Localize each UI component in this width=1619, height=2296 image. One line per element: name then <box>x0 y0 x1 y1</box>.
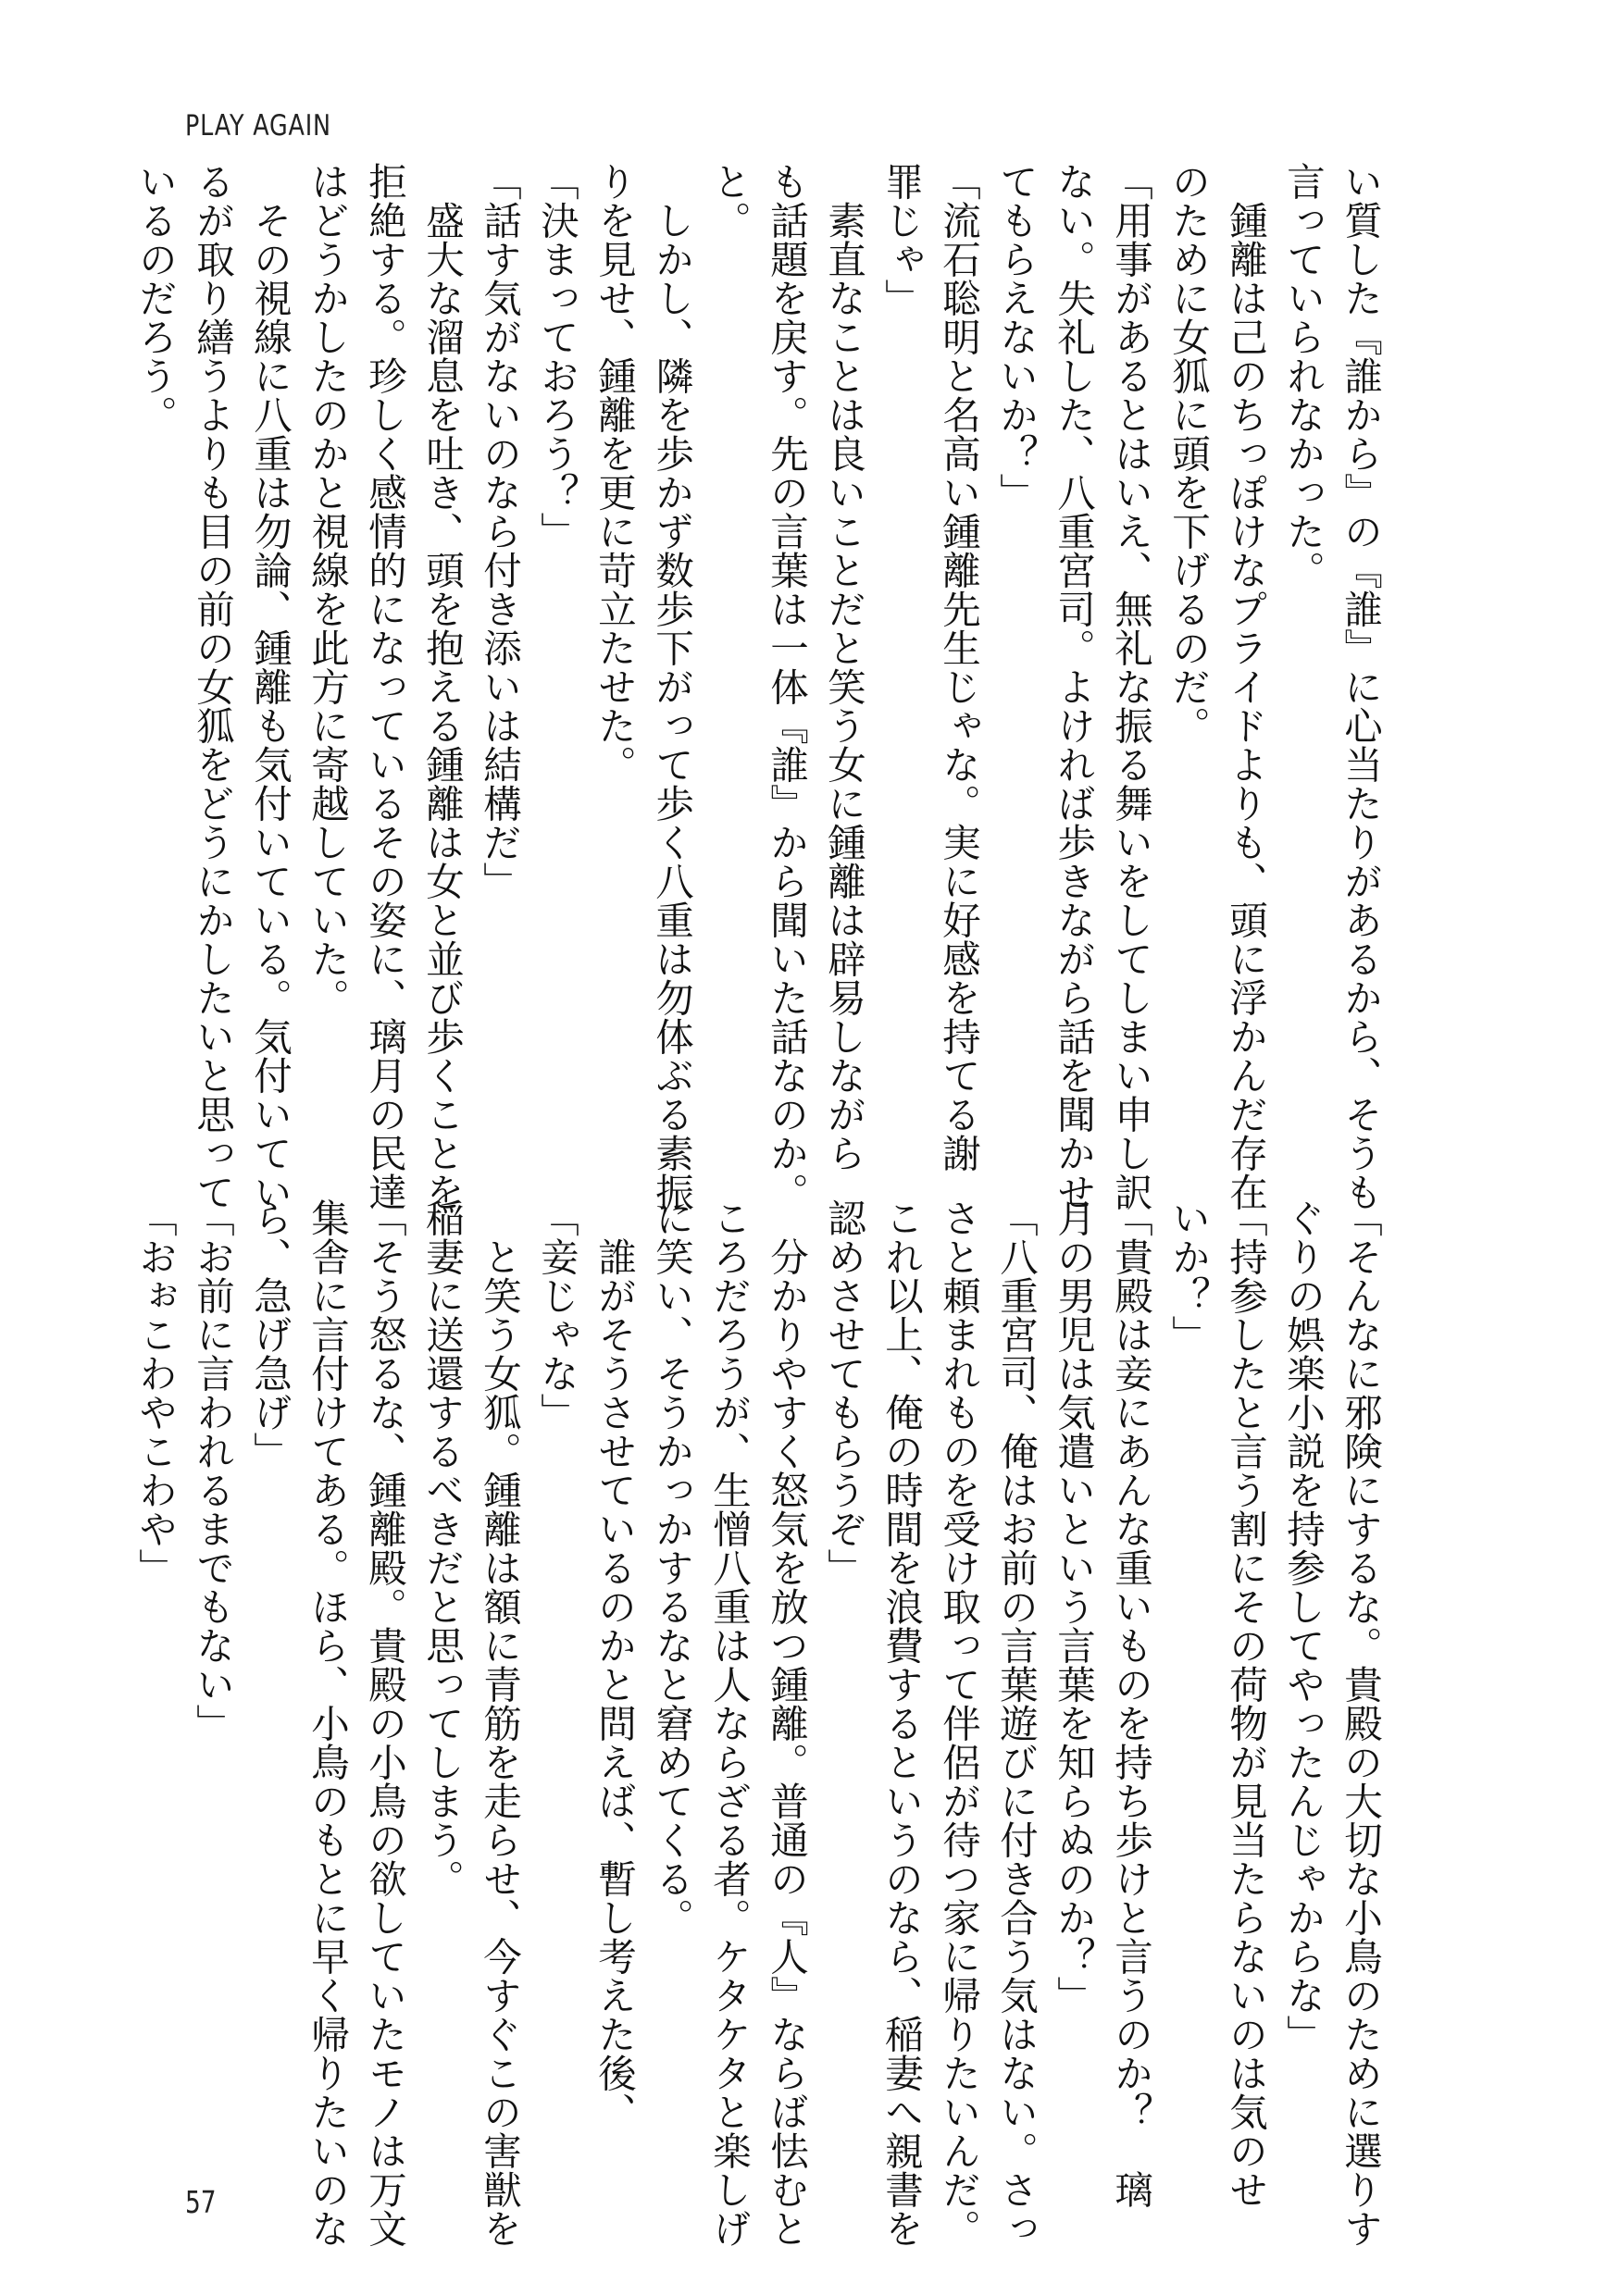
text-line: 「八重宮司、俺はお前の言葉遊びに付き合う気はない。さっ <box>993 1198 1039 2248</box>
text-line: ぐりの娯楽小説を持参してやったんじゃからな」 <box>1280 1198 1326 2054</box>
text-line: ころだろうが、生憎八重は人ならざる者。ケタケタと楽しげ <box>706 1198 752 2248</box>
text-line: ない。失礼した、八重宮司。よければ歩きながら話を聞かせ <box>1051 162 1096 1211</box>
text-line: 拒絶する。珍しく感情的になっているその姿に、璃月の民達 <box>362 162 407 1211</box>
text-line: いか？」 <box>1165 1198 1211 1354</box>
running-title: PLAY AGAIN <box>185 109 331 143</box>
text-line: 誰がそうさせているのかと問えば、暫し考えた後、 <box>592 1198 637 2131</box>
text-line: い質した『誰から』の『誰』に心当たりがあるから、そうも <box>1338 162 1383 1211</box>
text-line: ら、急げ急げ」 <box>247 1198 293 1471</box>
text-line: 鍾離は己のちっぽけなプライドよりも、頭に浮かんだ存在 <box>1223 162 1268 1211</box>
text-line: 稲妻に送還するべきだと思ってしまう。 <box>419 1198 465 1898</box>
text-line: 「お前に言われるまでもない」 <box>190 1198 235 1743</box>
text-line: その視線に八重は勿論、鍾離も気付いている。気付いてい <box>247 162 293 1211</box>
text-line: これ以上、俺の時間を浪費するというのなら、稲妻へ親書を <box>878 1198 924 2248</box>
text-line: しかし、隣を歩かず数歩下がって歩く八重は勿体ぶる素振 <box>649 162 694 1211</box>
text-line: さと頼まれものを受け取って伴侶が待つ家に帰りたいんだ。 <box>936 1198 981 2248</box>
text-line: 分かりやすく怒気を放つ鍾離。普通の『人』ならば怯むと <box>764 1198 809 2248</box>
text-line: 「妾じゃな」 <box>534 1198 579 1432</box>
text-line: 盛大な溜息を吐き、頭を抱える鍾離は女と並び歩くことを <box>419 162 465 1211</box>
text-line: に笑い、そうかっかするなと窘めてくる。 <box>649 1198 694 1937</box>
text-line: 言っていられなかった。 <box>1280 162 1326 590</box>
text-line: のために女狐に頭を下げるのだ。 <box>1165 162 1211 745</box>
text-line: 「おぉこわやこわや」 <box>132 1198 178 1587</box>
text-line: 「流石聡明と名高い鍾離先生じゃな。実に好感を持てる謝 <box>936 162 981 1173</box>
text-line: 「貴殿は妾にあんな重いものを持ち歩けと言うのか？ 璃 <box>1108 1198 1153 2209</box>
text-line: 罪じゃ」 <box>878 162 924 317</box>
text-line: 素直なことは良いことだと笑う女に鍾離は辟易しながら <box>821 162 866 1173</box>
text-line: いるのだろう。 <box>132 162 178 434</box>
text-line: るが取り繕うよりも目の前の女狐をどうにかしたいと思って <box>190 162 235 1211</box>
text-line: 「持参したと言う割にその荷物が見当たらないのは気のせ <box>1223 1198 1268 2209</box>
text-line: と。 <box>706 162 752 240</box>
text-line: 「話す気がないのなら付き添いは結構だ」 <box>477 162 522 900</box>
text-line: 認めさせてもらうぞ」 <box>821 1198 866 1587</box>
text-line: 集舎に言付けてある。ほら、小鳥のもとに早く帰りたいのな <box>305 1198 350 2248</box>
page-number: 57 <box>185 2184 217 2220</box>
text-line: 「決まっておろう？」 <box>534 162 579 551</box>
text-line: も話題を戻す。先の言葉は一体『誰』から聞いた話なのか。 <box>764 162 809 1211</box>
text-line: 「そんなに邪険にするな。貴殿の大切な小鳥のために選りす <box>1338 1198 1383 2248</box>
text-line: 「用事があるとはいえ、無礼な振る舞いをしてしまい申し訳 <box>1108 162 1153 1211</box>
text-line: 月の男児は気遣いという言葉を知らぬのか？」 <box>1051 1198 1096 2015</box>
text-line: りを見せ、鍾離を更に苛立たせた。 <box>592 162 637 784</box>
text-line: 「そう怒るな、鍾離殿。貴殿の小鳥の欲していたモノは万文 <box>362 1198 407 2248</box>
upper-text-block <box>132 162 1389 1211</box>
text-line: はどうかしたのかと視線を此方に寄越していた。 <box>305 162 350 1017</box>
text-line: と笑う女狐。鍾離は額に青筋を走らせ、今すぐこの害獣を <box>477 1198 522 2248</box>
text-line: てもらえないか？」 <box>993 162 1039 512</box>
